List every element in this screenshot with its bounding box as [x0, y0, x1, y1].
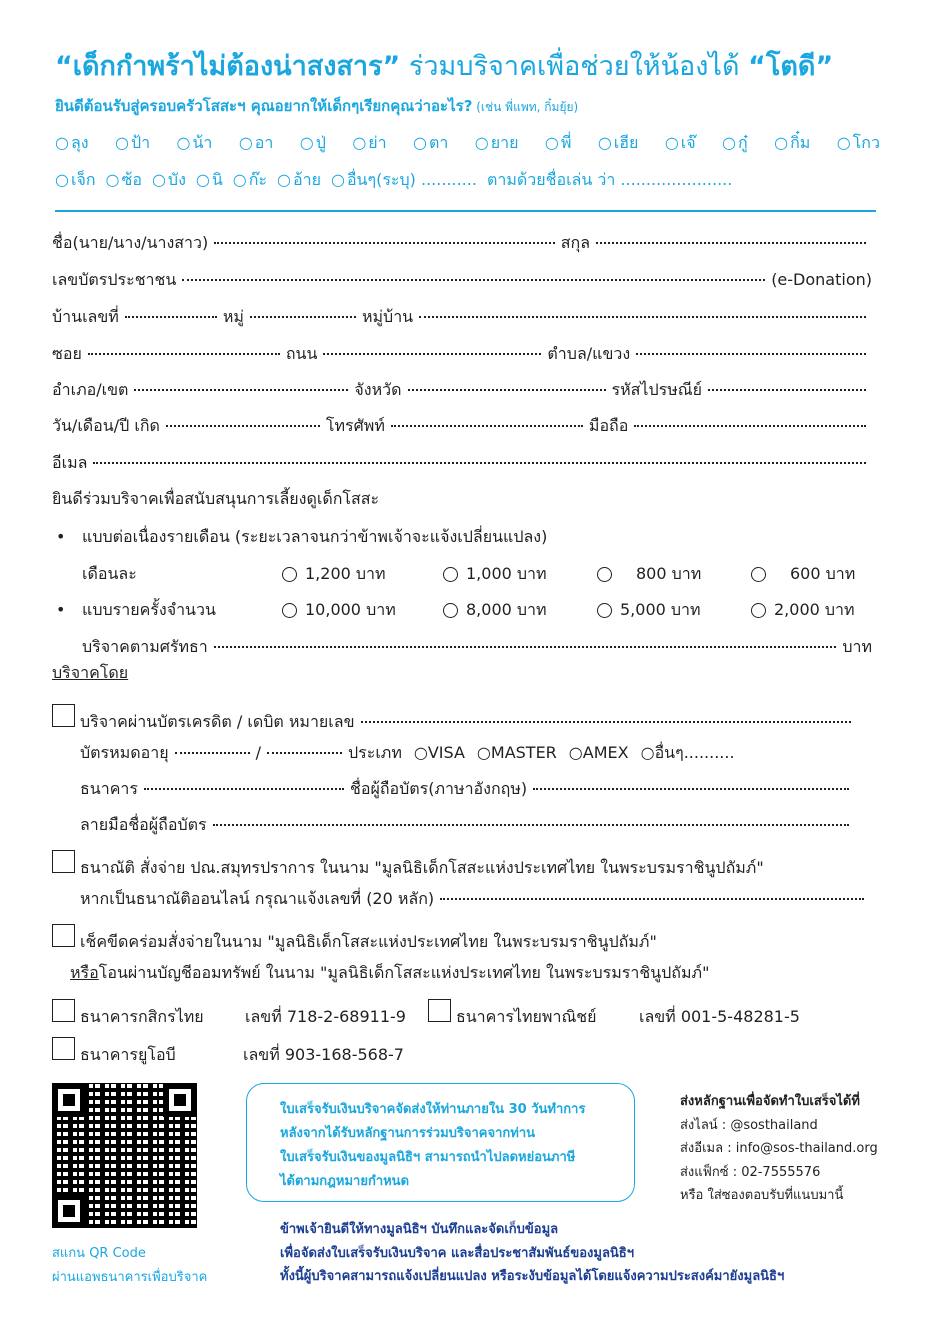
radio-monthly-1200[interactable]: 1,200 บาท [282, 562, 386, 587]
label: เดือนละ [82, 564, 137, 583]
label: ชื่อผู้ถือบัตร(ภาษาอังกฤษ) [349, 779, 528, 798]
option[interactable]: ○ ก๊ะ [233, 168, 267, 193]
label: ธนาคารยูโอบี [80, 1045, 176, 1064]
radio-monthly-1000[interactable]: 1,000 บาท [443, 562, 547, 587]
label: เลขบัตรประชาชน [52, 270, 177, 289]
card-type-master[interactable]: ○MASTER [476, 743, 557, 762]
phone-field[interactable] [391, 425, 583, 427]
moo-field[interactable] [250, 316, 356, 318]
card-type-other[interactable]: ○อื่นๆ.......... [640, 743, 735, 762]
label: อำเภอ/เขต [52, 380, 129, 399]
checkbox-card[interactable] [52, 704, 75, 727]
donation-intro: ยินดีร่วมบริจาคเพื่อสนับสนุนการเลี้ยงดูเด็กโสสะ [52, 489, 380, 508]
radio-once-5000[interactable]: 5,000 บาท [597, 598, 701, 623]
option[interactable]: ○ ปู่ [300, 131, 326, 156]
label: เลขที่ 903-168-568-7 [243, 1045, 404, 1064]
bullet: • [56, 600, 66, 619]
label: ตำบล/แขวง [547, 344, 631, 363]
option[interactable]: ○ กิ๋ม [774, 131, 810, 156]
label: ชื่อ(นาย/นาง/นางสาว) [52, 233, 209, 252]
option[interactable]: ○ อื่นๆ(ระบุ) ........... [331, 168, 477, 193]
label: บัตรหมดอายุ [80, 743, 169, 762]
money-order-number-field[interactable] [440, 898, 864, 900]
checkbox-cheque[interactable] [52, 924, 75, 947]
contact-info: ส่งหลักฐานเพื่อจัดทำใบเสร็จได้ที่ ส่งไลน์ : @sosthailand ส่งอีเมล : info@sos-thailand.org ส่งแฟ็กซ์ : 02-7555576 หรือ ใส่ซองตอบรับที่แนบมานี้ [680, 1094, 878, 1203]
option[interactable]: ○ บัง [152, 168, 186, 193]
label: หรือ [70, 963, 99, 982]
option[interactable]: ○ ซ้อ [106, 168, 142, 193]
option[interactable]: ○ อา [239, 131, 274, 156]
expiry-month-field[interactable] [175, 752, 250, 754]
qr-caption: สแกน QR Code ผ่านแอพธนาคารเพื่อบริจาค [52, 1246, 208, 1285]
label: บาท [842, 637, 872, 656]
nickname-options-row2[interactable] [55, 168, 880, 193]
province-field[interactable] [408, 389, 606, 391]
signature-field[interactable] [213, 824, 849, 826]
option[interactable]: ○ เจ็ก [55, 168, 96, 193]
option[interactable]: ○ พี่ [545, 131, 572, 156]
email-field[interactable] [93, 462, 866, 464]
label: ธนาคาร [80, 779, 138, 798]
receipt-note-box: ใบเสร็จรับเงินบริจาคจัดส่งให้ท่านภายใน 30 วันทำการ หลังจากได้รับหลักฐานการร่วมบริจาคจากท่าน ใบเสร็จรับเงินของมูลนิธิฯ สามารถนำไปลดหย่อนภาษี ได้ตามกฎหมายกำหนด [246, 1083, 635, 1202]
label: มือถือ [588, 416, 629, 435]
house-no-field[interactable] [125, 316, 217, 318]
label: / [255, 743, 261, 762]
road-field[interactable] [323, 353, 541, 355]
label: ลายมือชื่อผู้ถือบัตร [80, 815, 207, 834]
option[interactable]: ○ เจ๊ [665, 131, 696, 156]
option[interactable]: ○ เฮีย [598, 131, 639, 156]
label: (e-Donation) [771, 270, 872, 289]
label: ซอย [52, 344, 82, 363]
district-field[interactable] [134, 389, 348, 391]
bank-field[interactable] [144, 788, 344, 790]
qr-code [52, 1083, 197, 1228]
birthdate-field[interactable] [166, 425, 320, 427]
card-type-visa[interactable]: ○VISA [413, 743, 465, 762]
option[interactable]: ○ ยาย [475, 131, 519, 156]
divider [55, 210, 876, 212]
label: โทรศัพท์ [325, 416, 385, 435]
id-card-field[interactable] [182, 279, 765, 281]
radio-monthly-800[interactable]: 800 บาท [597, 562, 701, 587]
consent-text: ข้าพเจ้ายินดีให้ทางมูลนิธิฯ บันทึกและจัดเก็บข้อมูล เพื่อจัดส่งใบเสร็จรับเงินบริจาค และสื่อประชาสัมพันธ์ของมูลนิธิฯ ทั้งนี้ผู้บริจาคสามารถแจ้งเปลี่ยนแปลง หรือระงับข้อมูลได้โดยแจ้งความประสงค์มายังมูลนิธิฯ [280, 1222, 785, 1284]
faith-amount-field[interactable] [214, 646, 837, 648]
label: บริจาคผ่านบัตรเครดิต / เดบิต หมายเลข [80, 712, 355, 731]
option[interactable]: ○ ป้า [115, 131, 150, 156]
label: จังหวัด [354, 380, 402, 399]
surname-field[interactable] [596, 242, 866, 244]
option[interactable]: ○ น้า [177, 131, 213, 156]
card-type-amex[interactable]: ○AMEX [568, 743, 629, 762]
nickname-question: ยินดีต้อนรับสู่ครอบครัวโสสะฯ คุณอยากให้เด็กๆเรียกคุณว่าอะไร? (เช่น พี่แพท, กิ๋มยุ้ย) [55, 97, 579, 115]
label: เลขที่ 718-2-68911-9 [245, 1007, 406, 1026]
radio-once-8000[interactable]: 8,000 บาท [443, 598, 547, 623]
label: อีเมล [52, 453, 88, 472]
name-field[interactable] [214, 242, 555, 244]
nickname-suffix: ตามด้วยชื่อเล่น ว่า ...................... [486, 170, 733, 189]
mobile-field[interactable] [634, 425, 866, 427]
label: แบบรายครั้งจำนวน [82, 600, 216, 619]
label: โอนผ่านบัญชีออมทรัพย์ ในนาม "มูลนิธิเด็กโสสะแห่งประเทศไทย ในพระบรมราชินูปถัมภ์" [98, 963, 710, 982]
soi-field[interactable] [88, 353, 280, 355]
radio-monthly-600[interactable]: 600 บาท [751, 562, 855, 587]
page-title: “เด็กกำพร้าไม่ต้องน่าสงสาร” ร่วมบริจาคเพื่อช่วยให้น้องได้ “โตดี” [55, 51, 834, 82]
payment-heading: บริจาคโดย [52, 663, 129, 682]
label: เลขที่ 001-5-48281-5 [638, 1007, 800, 1026]
label: ประเภท [347, 743, 402, 762]
label: วัน/เดือน/ปี เกิด [52, 416, 160, 435]
label: ธนาคารไทยพาณิชย์ [455, 1007, 597, 1026]
option[interactable]: ○ นิ [196, 168, 223, 193]
village-field[interactable] [419, 316, 866, 318]
radio-once-2000[interactable]: 2,000 บาท [751, 598, 855, 623]
expiry-year-field[interactable] [267, 752, 342, 754]
label: สกุล [560, 233, 590, 252]
label: ถนน [285, 344, 318, 363]
postcode-field[interactable] [708, 389, 866, 391]
label: ธนาคารกสิกรไทย [80, 1007, 204, 1026]
label: แบบต่อเนื่องรายเดือน (ระยะเวลาจนกว่าข้าพเจ้าจะแจ้งเปลี่ยนแปลง) [82, 527, 548, 546]
label: เช็คขีดคร่อมสั่งจ่ายในนาม "มูลนิธิเด็กโสสะแห่งประเทศไทย ในพระบรมราชินูปถัมภ์" [80, 932, 657, 951]
option[interactable]: ○ อ้าย [277, 168, 321, 193]
nickname-options-row1[interactable] [55, 131, 880, 156]
checkbox-scb[interactable] [428, 999, 451, 1022]
label: หากเป็นธนาณัติออนไลน์ กรุณาแจ้งเลขที่ (20 หลัก) [80, 889, 435, 908]
option[interactable]: ○ กู๋ [722, 131, 748, 156]
bullet: • [56, 527, 66, 546]
card-number-field[interactable] [361, 721, 851, 723]
label: ธนาณัติ สั่งจ่าย ปณ.สมุทรปราการ ในนาม "มูลนิธิเด็กโสสะแห่งประเทศไทย ในพระบรมราชินูปถัมภ์" [80, 858, 764, 877]
option[interactable]: ○ ลุง [55, 131, 89, 156]
label: หมู่บ้าน [361, 307, 414, 326]
checkbox-uob[interactable] [52, 1037, 75, 1060]
option[interactable]: ○ ย่า [352, 131, 386, 156]
checkbox-kasikorn[interactable] [52, 999, 75, 1022]
label: บ้านเลขที่ [52, 307, 119, 326]
checkbox-money-order[interactable] [52, 850, 75, 873]
label: หมู่ [222, 307, 244, 326]
label: บริจาคตามศรัทธา [82, 637, 208, 656]
option[interactable]: ○ ตา [413, 131, 448, 156]
radio-once-10000[interactable]: 10,000 บาท [282, 598, 396, 623]
holder-field[interactable] [533, 788, 849, 790]
option[interactable]: ○ โกว [837, 131, 880, 156]
subdistrict-field[interactable] [636, 353, 866, 355]
label: รหัสไปรษณีย์ [611, 380, 702, 399]
